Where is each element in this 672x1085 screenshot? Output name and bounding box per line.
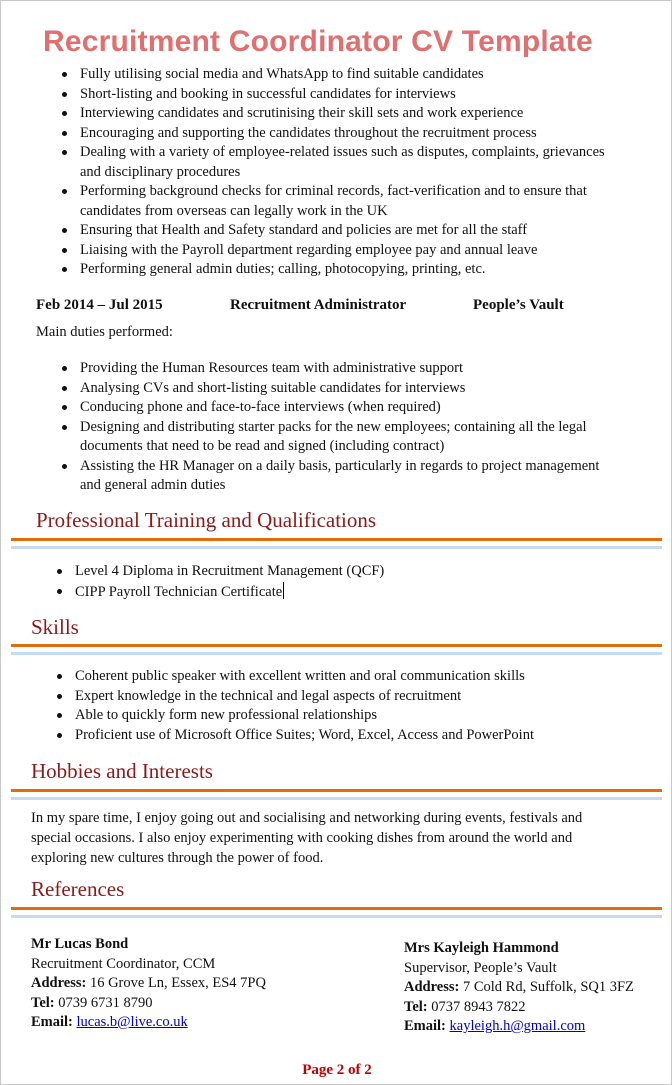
list-item: Coherent public speaker with excellent written and oral communication skills — [53, 667, 633, 687]
list-item: Short-listing and booking in successful candidates for interviews — [58, 85, 618, 105]
list-item: Performing background checks for criminal records, fact-verification and to ensure that candidates from overseas can legally work in the UK — [58, 182, 618, 221]
section-heading-references: References — [31, 877, 125, 901]
job-company: People’s Vault — [473, 297, 564, 313]
list-item[interactable]: CIPP Payroll Technician Certificate — [53, 582, 613, 603]
section-heading-hobbies: Hobbies and Interests — [31, 759, 213, 783]
list-item: Proficient use of Microsoft Office Suites; Word, Excel, Access and PowerPoint — [53, 726, 633, 746]
training-list — [53, 562, 613, 602]
list-item: Level 4 Diploma in Recruitment Management (QCF) — [53, 562, 613, 582]
section-heading-skills: Skills — [31, 615, 79, 639]
reference-email-link[interactable]: lucas.b@live.co.uk — [76, 1014, 188, 1030]
job-dates: Feb 2014 – Jul 2015 — [36, 297, 163, 313]
reference-position: Supervisor, People’s Vault — [404, 959, 557, 976]
divider — [11, 907, 662, 910]
duties-list — [58, 359, 603, 496]
job-header — [36, 297, 596, 317]
skills-list — [53, 667, 633, 745]
list-item: Providing the Human Resources team with administrative support — [58, 359, 603, 379]
divider — [11, 644, 662, 647]
hobbies-paragraph: In my spare time, I enjoy going out and socialising and networking during events, festivals and special occasions. I also enjoy experimenting with cooking dishes from around the world and exploring new cultures through the power of food. — [31, 810, 583, 866]
divider — [11, 797, 662, 800]
list-item: Performing general admin duties; calling, photocopying, printing, etc. — [58, 260, 618, 280]
duties-label: Main duties performed: — [36, 324, 173, 340]
list-item: Assisting the HR Manager on a daily basis, particularly in regards to project management and general admin duties — [58, 457, 603, 496]
reference-position: Recruitment Coordinator, CCM — [31, 955, 216, 972]
list-item: Expert knowledge in the technical and legal aspects of recruitment — [53, 687, 633, 707]
list-item: Ensuring that Health and Safety standard and policies are met for all the staff — [58, 221, 618, 241]
page-title: Recruitment Coordinator CV Template — [43, 25, 593, 58]
divider — [11, 652, 662, 655]
divider — [11, 546, 662, 549]
list-item: Conducing phone and face-to-face interviews (when required) — [58, 398, 603, 418]
reference-address: 16 Grove Ln, Essex, ES4 7PQ — [89, 975, 266, 991]
list-item: Encouraging and supporting the candidates throughout the recruitment process — [58, 124, 618, 144]
section-heading-training: Professional Training and Qualifications — [36, 508, 377, 532]
reference-tel: 0737 8943 7822 — [431, 998, 526, 1015]
reference-email-link[interactable]: kayleigh.h@gmail.com — [449, 1018, 586, 1034]
list-item: Designing and distributing starter packs for the new employees; containing all the legal documents that need to be read and signed (including contract) — [58, 418, 603, 457]
reference-tel: 0739 6731 8790 — [58, 994, 153, 1011]
list-item: Analysing CVs and short-listing suitable candidates for interviews — [58, 379, 603, 399]
job-role: Recruitment Administrator — [230, 297, 407, 313]
list-item: Fully utilising social media and WhatsApp to find suitable candidates — [58, 65, 618, 85]
reference-name: Mrs Kayleigh Hammond — [404, 940, 559, 956]
reference-2: Mrs Kayleigh Hammond Supervisor, People’s Vault Address: 7 Cold Rd, Suffolk, SQ1 3FZ Tel: 0737 8943 7822 Email: kayleigh.h@gmail.com — [404, 940, 634, 1034]
list-item: Dealing with a variety of employee-related issues such as disputes, complaints, grievances and disciplinary procedures — [58, 143, 618, 182]
reference-name: Mr Lucas Bond — [31, 936, 129, 952]
divider — [11, 538, 662, 541]
divider — [11, 915, 662, 918]
list-item: Interviewing candidates and scrutinising their skill sets and work experience — [58, 104, 618, 124]
divider — [11, 789, 662, 792]
text-cursor — [283, 582, 284, 599]
list-item: Liaising with the Payroll department regarding employee pay and annual leave — [58, 241, 618, 261]
list-item: Able to quickly form new professional relationships — [53, 706, 633, 726]
responsibilities-list — [58, 65, 618, 280]
reference-1: Mr Lucas Bond Recruitment Coordinator, CCM Address: 16 Grove Ln, Essex, ES4 7PQ Tel: 0739 6731 8790 Email: lucas.b@live.co.uk — [31, 936, 266, 1030]
reference-address: 7 Cold Rd, Suffolk, SQ1 3FZ — [462, 979, 634, 995]
page-number: Page 2 of 2 — [302, 1062, 372, 1078]
